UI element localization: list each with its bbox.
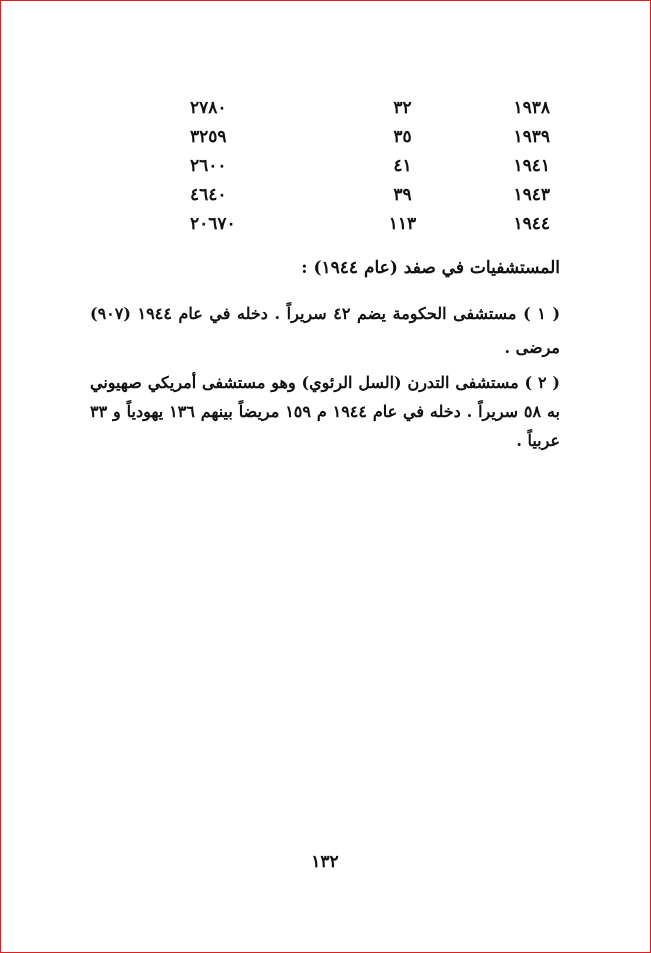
year-cell: ١٩٣٨: [513, 97, 550, 118]
table-row: [190, 151, 550, 180]
beds-cell: ٣٥: [393, 126, 412, 147]
table-row: [190, 209, 550, 238]
patients-cell: ٢٦٠٠: [190, 155, 227, 176]
beds-cell: ٤١: [393, 155, 412, 176]
year-cell: ١٩٤٤: [513, 213, 550, 234]
beds-cell: ١١٣: [388, 213, 417, 234]
year-cell: ١٩٤٣: [513, 184, 550, 205]
paragraph-tuberculosis-hospital: ( ٢ ) مستشفى التدرن (السل الرئوي) وهو مستشفى أمريكي صهيوني به ٥٨ سريراً . دخله في عام ١٩٤٤ م ١٥٩ مريضاً بينهم ١٣٦ يهودياً و ٣٣ عربياً .: [90, 373, 561, 450]
patients-cell: ٤٦٤٠: [190, 184, 227, 205]
statistics-table: [190, 93, 550, 238]
section-heading: المستشفيات في صفد (عام ١٩٤٤) :: [301, 258, 560, 278]
year-cell: ١٩٤١: [513, 155, 550, 176]
paragraph-government-hospital: ( ١ ) مستشفى الحكومة يضم ٤٢ سريراً . دخله في عام ١٩٤٤ (٩٠٧) مرضى .: [90, 304, 561, 357]
beds-cell: ٣٢: [393, 97, 412, 118]
beds-cell: ٣٩: [393, 184, 412, 205]
patients-cell: ٢٠٦٧٠: [190, 213, 236, 234]
table-row: [190, 93, 550, 122]
page-number: ١٣٢: [311, 852, 339, 872]
patients-cell: ٣٢٥٩: [190, 126, 227, 147]
table-row: [190, 122, 550, 151]
patients-cell: ٢٧٨٠: [190, 97, 227, 118]
year-cell: ١٩٣٩: [513, 126, 550, 147]
table-row: [190, 180, 550, 209]
